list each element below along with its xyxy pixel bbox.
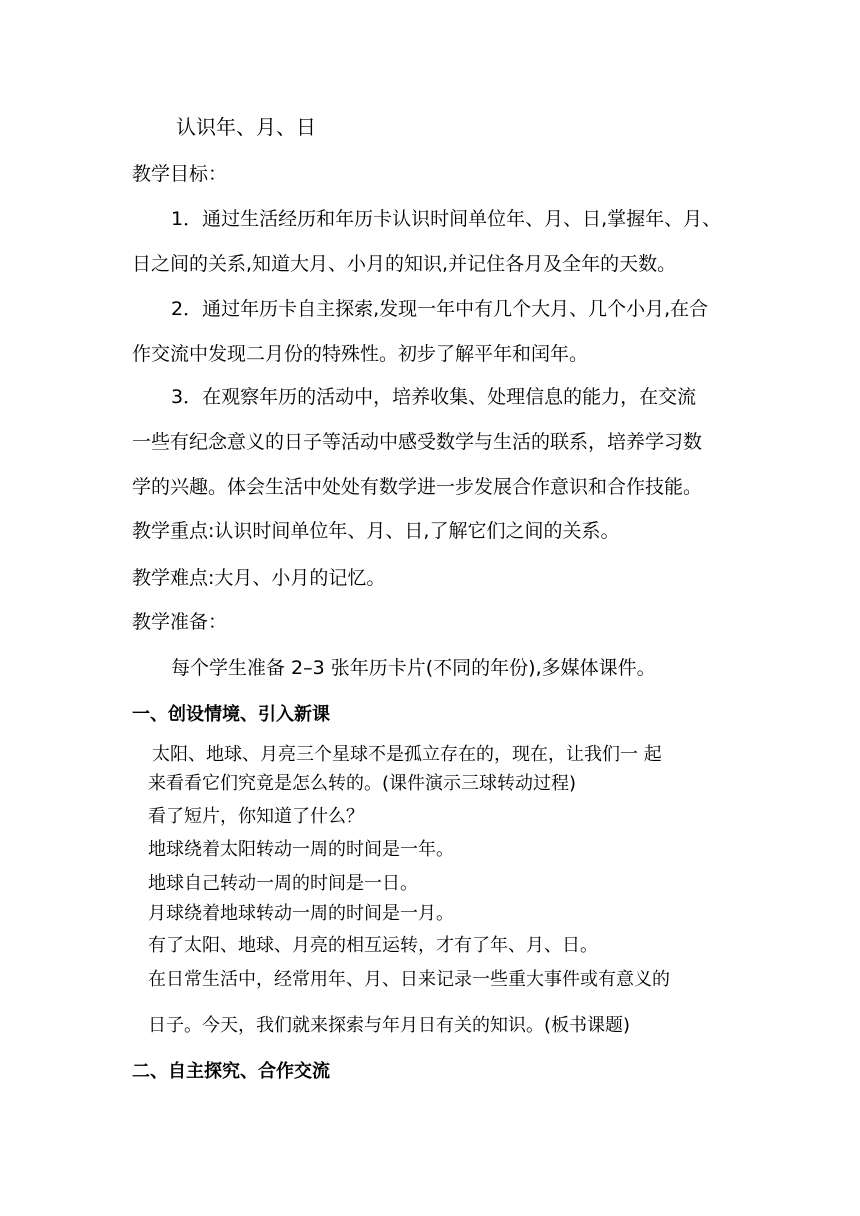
section-1-line: 月球绕着地球转动一周的时间是一月。 xyxy=(148,903,454,924)
objective-3-line-2: 一些有纪念意义的日子等活动中感受数学与生活的联系，培养学习数 xyxy=(132,431,703,453)
section-1-line: 来看看它们究竟是怎么转的。(课件演示三球转动过程) xyxy=(148,773,577,794)
objective-2-line-2: 作交流中发现二月份的特殊性。初步了解平年和闰年。 xyxy=(132,343,589,365)
objective-1-line-1: 1．通过生活经历和年历卡认识时间单位年、月、日,掌握年、月、 xyxy=(171,208,722,230)
section-1-line: 太阳、地球、月亮三个星球不是孤立存在的，现在，让我们一 起 xyxy=(152,744,662,765)
objective-1-line-2: 日之间的关系,知道大月、小月的知识,并记住各月及全年的天数。 xyxy=(132,253,677,275)
objective-2-line-1: 2．通过年历卡自主探索,发现一年中有几个大月、几个小月,在合 xyxy=(171,298,709,320)
section-2-heading: 二、自主探究、合作交流 xyxy=(132,1061,330,1082)
objectives-heading: 教学目标： xyxy=(132,163,228,185)
difficult-point: 教学难点:大月、小月的记忆。 xyxy=(132,567,386,589)
section-1-line: 有了太阳、地球、月亮的相互运转，才有了年、月、日。 xyxy=(148,935,598,956)
objective-3-line-3: 学的兴趣。体会生活中处处有数学进一步发展合作意识和合作技能。 xyxy=(132,476,703,498)
section-1-line: 在日常生活中，经常用年、月、日来记录一些重大事件或有意义的 xyxy=(148,969,670,990)
key-point: 教学重点:认识时间单位年、月、日,了解它们之间的关系。 xyxy=(132,520,620,542)
section-1-line: 日子。今天，我们就来探索与年月日有关的知识。(板书课题) xyxy=(148,1015,631,1036)
section-1-line: 地球绕着太阳转动一周的时间是一年。 xyxy=(148,839,454,860)
document-title: 认识年、月、日 xyxy=(176,115,316,139)
objective-3-line-1: 3．在观察年历的活动中，培养收集、处理信息的能力，在交流 xyxy=(171,386,697,408)
preparation-text: 每个学生准备 2–3 张年历卡片(不同的年份),多媒体课件。 xyxy=(171,657,656,679)
section-1-heading: 一、创设情境、引入新课 xyxy=(132,704,330,725)
section-1-line: 看了短片，你知道了什么？ xyxy=(148,806,364,827)
preparation-heading: 教学准备： xyxy=(132,611,228,633)
section-1-line: 地球自己转动一周的时间是一日。 xyxy=(148,873,418,894)
